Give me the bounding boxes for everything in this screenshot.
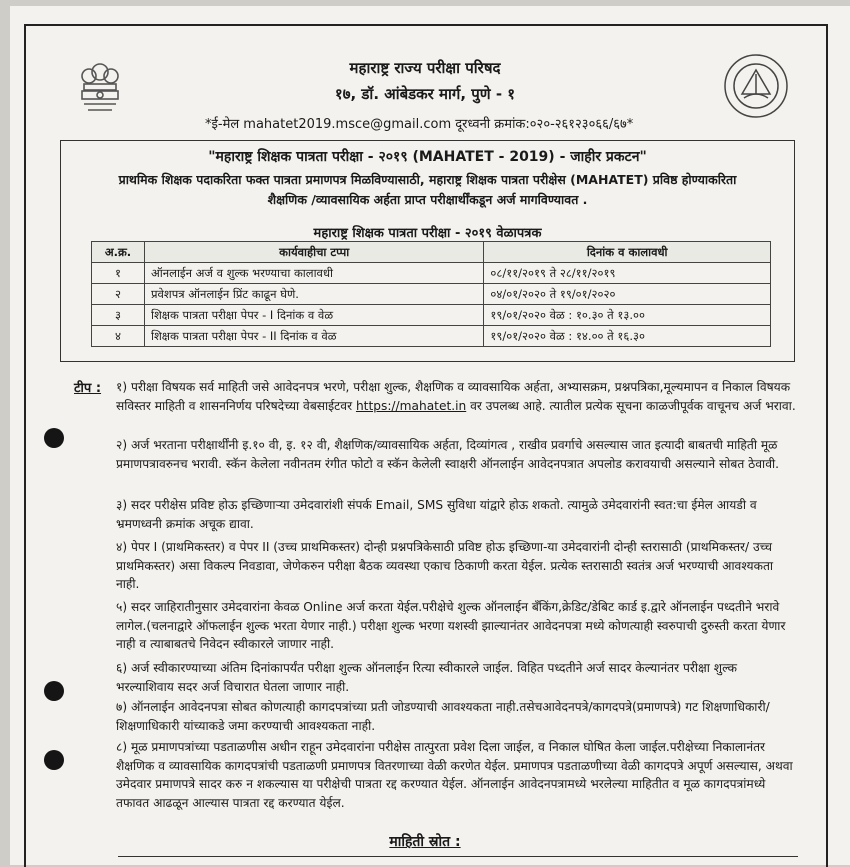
note-item: ४) पेपर I (प्राथमिकस्तर) व पेपर II (उच्च प्राथमिकस्तर) दोन्ही प्रश्नपत्रिकेसाठी प्रविष्ट होऊ इच्छिणा-या उमेदवारांनी दोन्ही स्तरासाठी (प्राथमिकस्तर/ उच्च प्राथमिकस्तर) असा विकल्प निवडावा, जेणेकरुन परीक्षा बैठक व्यवस्था एकाच ठिकाणी करता येईल. प्रत्येक स्तरासाठी स्वतंत्र अर्ज भरण्याची आवश्यकता नाही. xyxy=(116,540,774,591)
contact-line: *ई-मेल mahatet2019.msce@gmail.com दूरध्वनी क्रमांक:०२०-२६१२३०६६/६७* xyxy=(205,117,634,132)
note-item: ५) सदर जाहिरातीनुसार उमेदवारांना केवळ Online अर्ज करता येईल.परीक्षेचे शुल्क ऑनलाईन बँकिंग,क्रेडिट/डेबिट कार्ड इ.द्वारे ऑनलाईन पध्दतीने भरावे लागेल.(चलनाद्वारे ऑफलाईन शुल्क भरता येणार नाही.) परीक्षा शुल्क भरणा यशस्वी झाल्यानंतर आवेदनपत्रा मध्ये कोणत्याही स्वरुपाची दुरुस्ती करता येणार नाही व त्याबाबतचे निवेदन स्वीकारले जाणार नाही. xyxy=(116,600,786,651)
note-item: ७) ऑनलाईन आवेदनपत्रा सोबत कोणत्याही कागदपत्रांच्या प्रती जोडण्याची आवश्यकता नाही.तसेचआवेदनपत्रे/कागदपत्रे(प्रमाणपत्रे) गट शिक्षणाधिकारी/ शिक्षणाधिकारी यांच्याकडे जमा करण्याची आवश्यकता नाही. xyxy=(116,700,770,733)
row-number: ३ xyxy=(92,305,145,326)
column-header: दिनांक व कालावधी xyxy=(484,242,771,263)
table-top-border xyxy=(118,856,798,857)
website-link[interactable]: https://mahatet.in xyxy=(355,398,467,413)
schedule-title: महाराष्ट्र शिक्षक पात्रता परीक्षा - २०१९ वेळापत्रक xyxy=(313,226,542,241)
table-row xyxy=(92,305,771,326)
note-item: ८) मूळ प्रमाणपत्रांच्या पडताळणीस अधीन राहून उमेदवारांना परीक्षेस तात्पुरता प्रवेश दिला जाईल, व निकाल घोषित केला जाईल.परीक्षेच्या निकालानंतर शैक्षणिक व व्यावसायिक कागदपत्रांची पडताळणी प्रमाणपत्र वितरणाच्या वेळी करणेत येईल. प्रमाणपत्र पडताळणीच्या वेळी कागदपत्रे अपूर्ण असल्यास, अथवा उमेदवार प्रमाणपत्रे सादर करु न शकल्यास या परीक्षेची पात्रता रद्द करण्यात येईल. ऑनलाईन आवेदनपत्रामध्ये भरलेल्या माहितीत व मूळ कागदपत्रांमध्ये तफावत आढळून आल्यास पात्रता रद्द करण्यात येईल. xyxy=(116,740,793,810)
note-label: टीप : xyxy=(74,381,102,396)
row-stage: शिक्षक पात्रता परीक्षा पेपर - I दिनांक व वेळ xyxy=(145,305,484,326)
row-date: ०८/११/२०१९ ते २८/११/२०१९ xyxy=(484,263,771,284)
source-heading: माहिती स्रोत : xyxy=(389,834,461,850)
announcement-line: शैक्षणिक /व्यावसायिक अर्हता प्राप्त परीक्षार्थींकडून अर्ज मागविण्यावत . xyxy=(267,192,588,207)
note-item: ६) अर्ज स्वीकारण्याच्या अंतिम दिनांकापर्यंत परीक्षा शुल्क ऑनलाईन रित्या स्वीकारले जाईल. विहित पध्दतीने अर्ज सादर केल्यानंतर परीक्षा शुल्क भरल्याशिवाय सदर अर्ज विचारात घेतला जाणार नाही. xyxy=(116,661,737,694)
table-row xyxy=(92,326,771,347)
table-header-row xyxy=(92,242,771,263)
row-stage: प्रवेशपत्र ऑनलाईन प्रिंट काढून घेणे. xyxy=(145,284,484,305)
schedule-table xyxy=(91,241,771,347)
organization-name: महाराष्ट्र राज्य परीक्षा परिषद xyxy=(349,59,501,77)
row-number: १ xyxy=(92,263,145,284)
row-number: ४ xyxy=(92,326,145,347)
column-header: कार्यवाहीचा टप्पा xyxy=(145,242,484,263)
council-seal-icon xyxy=(720,50,792,122)
row-date: ०४/०१/२०२० ते १९/०१/२०२० xyxy=(484,284,771,305)
announcement-line: प्राथमिक शिक्षक पदाकरिता फक्त पात्रता प्रमाणपत्र मिळविण्यासाठी, महाराष्ट्र शिक्षक पात्रता परीक्षेस (MAHATET) प्रविष्ठ होण्याकरिता xyxy=(118,172,737,187)
note-item: २) अर्ज भरताना परीक्षार्थींनी इ.१० वी, इ. १२ वी, शैक्षणिक/व्यावसायिक अर्हता, दिव्यांगत्व , राखीव प्रवर्गाचे असल्यास जात इत्यादी बाबतची माहिती मूळ प्रमाणपत्रावरुनच भरावी. स्कॅन केलेला नवीनतम रंगीत फोटो व स्कॅन केलेली स्वाक्षरी ऑनलाईन आवेदनपत्रात अपलोड करावयाची असल्याने सोबत ठेवावी. xyxy=(116,438,780,471)
row-stage: ऑनलाईन अर्ज व शुल्क भरण्याचा कालावधी xyxy=(145,263,484,284)
punch-hole xyxy=(44,428,64,448)
column-header: अ.क्र. xyxy=(92,242,145,263)
row-date: १९/०१/२०२० वेळ : १४.०० ते १६.३० xyxy=(484,326,771,347)
announcement-title: "महाराष्ट्र शिक्षक पात्रता परीक्षा - २०१९ (MAHATET - 2019) - जाहीर प्रकटन" xyxy=(208,149,647,165)
note-item: ३) सदर परीक्षेस प्रविष्ट होऊ इच्छिणाऱ्या उमेदवारांशी संपर्क Email, SMS सुविधा यांद्वारे होऊ शकतो. त्यामुळे उमेदवारांनी स्वत:चा ईमेल आयडी व भ्रमणध्वनी क्रमांक अचूक द्यावा. xyxy=(116,498,757,531)
row-stage: शिक्षक पात्रता परीक्षा पेपर - II दिनांक व वेळ xyxy=(145,326,484,347)
organization-address: १७, डॉ. आंबेडकर मार्ग, पुणे - १ xyxy=(334,85,516,103)
note-text: वर उपलब्ध आहे. त्यातील प्रत्येक सूचना काळजीपूर्वक वाचूनच अर्ज भरावा. xyxy=(470,398,796,413)
row-date: १९/०१/२०२० वेळ : १०.३० ते १३.०० xyxy=(484,305,771,326)
table-row xyxy=(92,284,771,305)
punch-hole xyxy=(44,750,64,770)
note-item xyxy=(116,378,796,415)
table-row xyxy=(92,263,771,284)
note-text: १) परीक्षा विषयक सर्व माहिती जसे आवेदनपत्र भरणे, परीक्षा शुल्क, शैक्षणिक व व्यावसायिक अर्हता, अभ्यासक्रम, प्रश्नपत्रिका,मूल्यमापन व निकाल विषयक सविस्तर माहिती व शासननिर्णय परिषदेच्या वेबसाईटवर xyxy=(116,380,791,413)
punch-hole xyxy=(44,681,64,701)
row-number: २ xyxy=(92,284,145,305)
announcement-box xyxy=(60,140,795,362)
